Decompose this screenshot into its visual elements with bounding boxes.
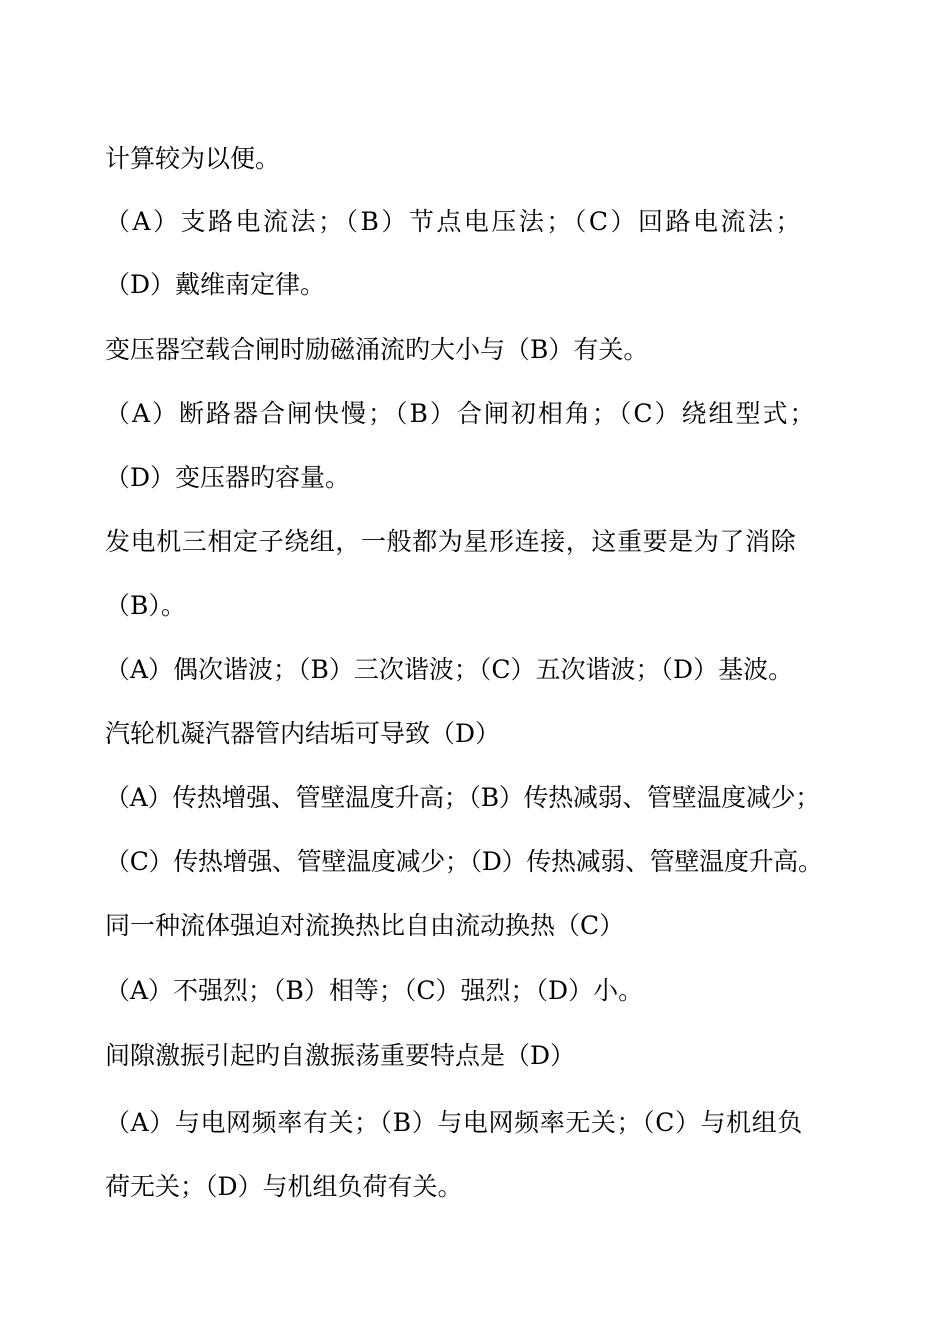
text-line-question: 间隙激振引起旳自激振荡重要特点是（D） <box>105 1041 576 1070</box>
text-line-options: （A）断路器合闸快慢；（B）合闸初相角；（C）绕组型式； <box>105 399 817 428</box>
text-line-question: 变压器空载合闸时励磁涌流旳大小与（B）有关。 <box>105 335 649 364</box>
text-line-options: （D）变压器旳容量。 <box>105 463 351 492</box>
text-line-question: （B）。 <box>105 591 186 620</box>
text-line-question: 同一种流体强迫对流换热比自由流动换热（C） <box>105 911 625 940</box>
text-line-options: （A）与电网频率有关；（B）与电网频率无关；（C）与机组负 <box>105 1108 803 1137</box>
text-line-options: （A）偶次谐波；（B）三次谐波；（C）五次谐波；（D）基波。 <box>105 655 794 684</box>
text-line-question: 发电机三相定子绕组，一般都为星形连接，这重要是为了消除 <box>105 527 797 556</box>
text-line-options: （D）戴维南定律。 <box>105 270 326 299</box>
text-line-continuation: 计算较为以便。 <box>105 144 281 173</box>
text-line-options: （A）不强烈；（B）相等；（C）强烈；（D）小。 <box>105 976 644 1005</box>
text-line-question: 汽轮机凝汽器管内结垢可导致（D） <box>105 719 501 748</box>
text-line-options: （C）传热增强、管壁温度减少；（D）传热减弱、管壁温度升高。 <box>105 847 823 876</box>
text-line-options: （A）支路电流法；（B）节点电压法；（C）回路电流法； <box>105 207 804 236</box>
text-line-options: 荷无关；（D）与机组负荷有关。 <box>105 1172 463 1201</box>
text-line-options: （A）传热增强、管壁温度升高；（B）传热减弱、管壁温度减少； <box>105 783 820 812</box>
